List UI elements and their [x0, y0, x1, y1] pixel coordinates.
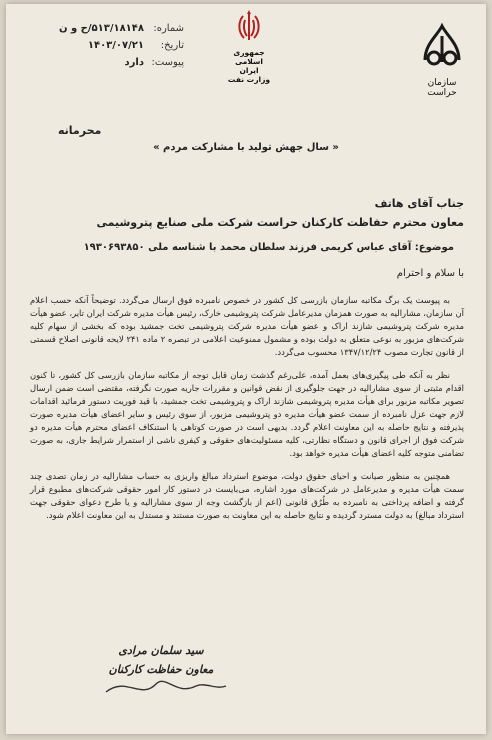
org-name: سازمان حراست: [427, 78, 457, 98]
body-paragraph-2: نظر به آنکه طی پیگیری‌های بعمل آمده، علی‌رغم گذشت زمان قابل توجه از مکاتبه سازمان بازرسی کل کشور، تا کنون اقدام مثبتی از سوی مشارالیه در جهت جلوگیری از نقض قوانین و مقررات جاریه صورت نگرفته، مقتضی است ضمن ارسال تصویر مکاتبه مزبور برای هیأت مدیره پتروشیمی شازند اراک و پتروشیمی تخت جمشید، با قید فوریت دستور فرمائید اقدامات لازم جهت عزل نامبرده از سمت عضو هیأت مدیره دو پتروشیمی مزبور، از سوی رئیس و سایر اعضای هیأت مدیره صورت پذیرفته و نتایج حاصله به این معاونت اعلام گردد. بدیهی است در صورت کوتاهی یا استنکاف اعضای محترم هیأت مدیره دو شرکت فوق از اجرای قانون و دستگاه نظارتی، کلیه مسئولیت‌های حقوقی و کیفری ناشی از استمرار شرایط جاری، به صورت تضامنی متوجه کلیه اعضای هیأت مدیره خواهد بود.: [30, 370, 464, 458]
addressee: [96, 194, 464, 232]
meta-attachment-label: پیوست:: [151, 57, 184, 68]
meta-number-row: [34, 22, 184, 35]
meta-date-label: تاریخ:: [160, 40, 184, 51]
addressee-name: جناب آقای هاتف: [374, 197, 464, 210]
classification-stamp: محرمانه: [58, 124, 102, 137]
addressee-title: معاون محترم حفاظت کارکنان حراست شرکت ملی صنایع پتروشیمی: [96, 216, 464, 229]
signer-name: سید سلمان مرادی: [118, 644, 204, 657]
year-motto: « سال جهش تولید با مشارکت مردم »: [153, 142, 339, 153]
body-paragraph-1: به پیوست یک برگ مکاتبه سازمان بازرسی کل کشور در خصوص نامبرده فوق ارسال می‌گردد. توضیحاً آنکه حسب اعلام آن سازمان، مشارالیه به صورت همزمان مدیرعامل شرکت پتروشیمی خارک، رئیس هیأت مدیره شرکت ایران تایر، عضو هیأت مدیره شرکت پتروشیمی شازند اراک و عضو هیأت مدیره شرکت پتروشیمی تخت جمشید بوده که بخشی از سهام کلیه شرکت‌های مزبور به نوعی متعلق به دولت بوده و مشمول ممنوعیت اعلامی در تبصره ۲ ماده ۲۴۱ لایحه قانونی اصلاح قسمتی از قانون تجارت مصوب ۱۳۴۷/۱۲/۲۴ محسوب می‌گردد.: [30, 295, 465, 357]
emblem-caption-line1: جمهوری اسلامی ایران: [233, 48, 265, 75]
letter-body: [30, 294, 464, 532]
meta-attachment-value: دارد: [124, 57, 144, 68]
signer-title: معاون حفاظت کارکنان: [108, 663, 214, 676]
letter-meta: [34, 22, 184, 73]
meta-number-value: ۵۱۳/۱۸۱۴۸/ح و ن: [58, 23, 144, 34]
emblem-caption-line2: وزارت نفت: [227, 75, 271, 84]
subject-line: موضوع: آقای عباس کریمی فرزند سلطان محمد با شناسه ملی ۱۹۳۰۶۹۳۸۵۰: [83, 242, 454, 253]
greeting: با سلام و احترام: [396, 268, 464, 279]
oil-ministry-logo: [414, 22, 470, 98]
meta-date-row: [34, 39, 184, 52]
body-paragraph-3: همچنین به منظور صیانت و احیای حقوق دولت، موضوع استرداد مبالغ واریزی به حساب مشارالیه در زمان تصدی چند سمت هیأت مدیره و مدیرعامل در شرکت‌های مورد اشاره، می‌بایست در دستور کار امور حقوقی شرکت‌های مطبوع قرار گرفته و اضافه پرداختی به نامبرده به طُرُق قانونی (اعم از بازگشت وجه از سوی مشارالیه و یا طرح دعوای حقوقی جهت استرداد مبالغ) به دولت مسترد گردیده و نتایج حاصله به این معاونت به صورت مستند و مستدل به این معاونت اعلام شود.: [30, 471, 464, 520]
letter-page: [6, 4, 486, 734]
oil-logo-icon: [417, 22, 467, 72]
iran-emblem-icon: [234, 10, 264, 44]
meta-date-value: ۱۴۰۳/۰۷/۲۱: [87, 40, 144, 51]
emblem: [226, 10, 272, 84]
signature-block: [86, 644, 236, 676]
meta-attachment-row: [34, 56, 184, 69]
handwritten-signature-icon: [86, 656, 236, 706]
meta-number-label: شماره:: [153, 23, 184, 34]
